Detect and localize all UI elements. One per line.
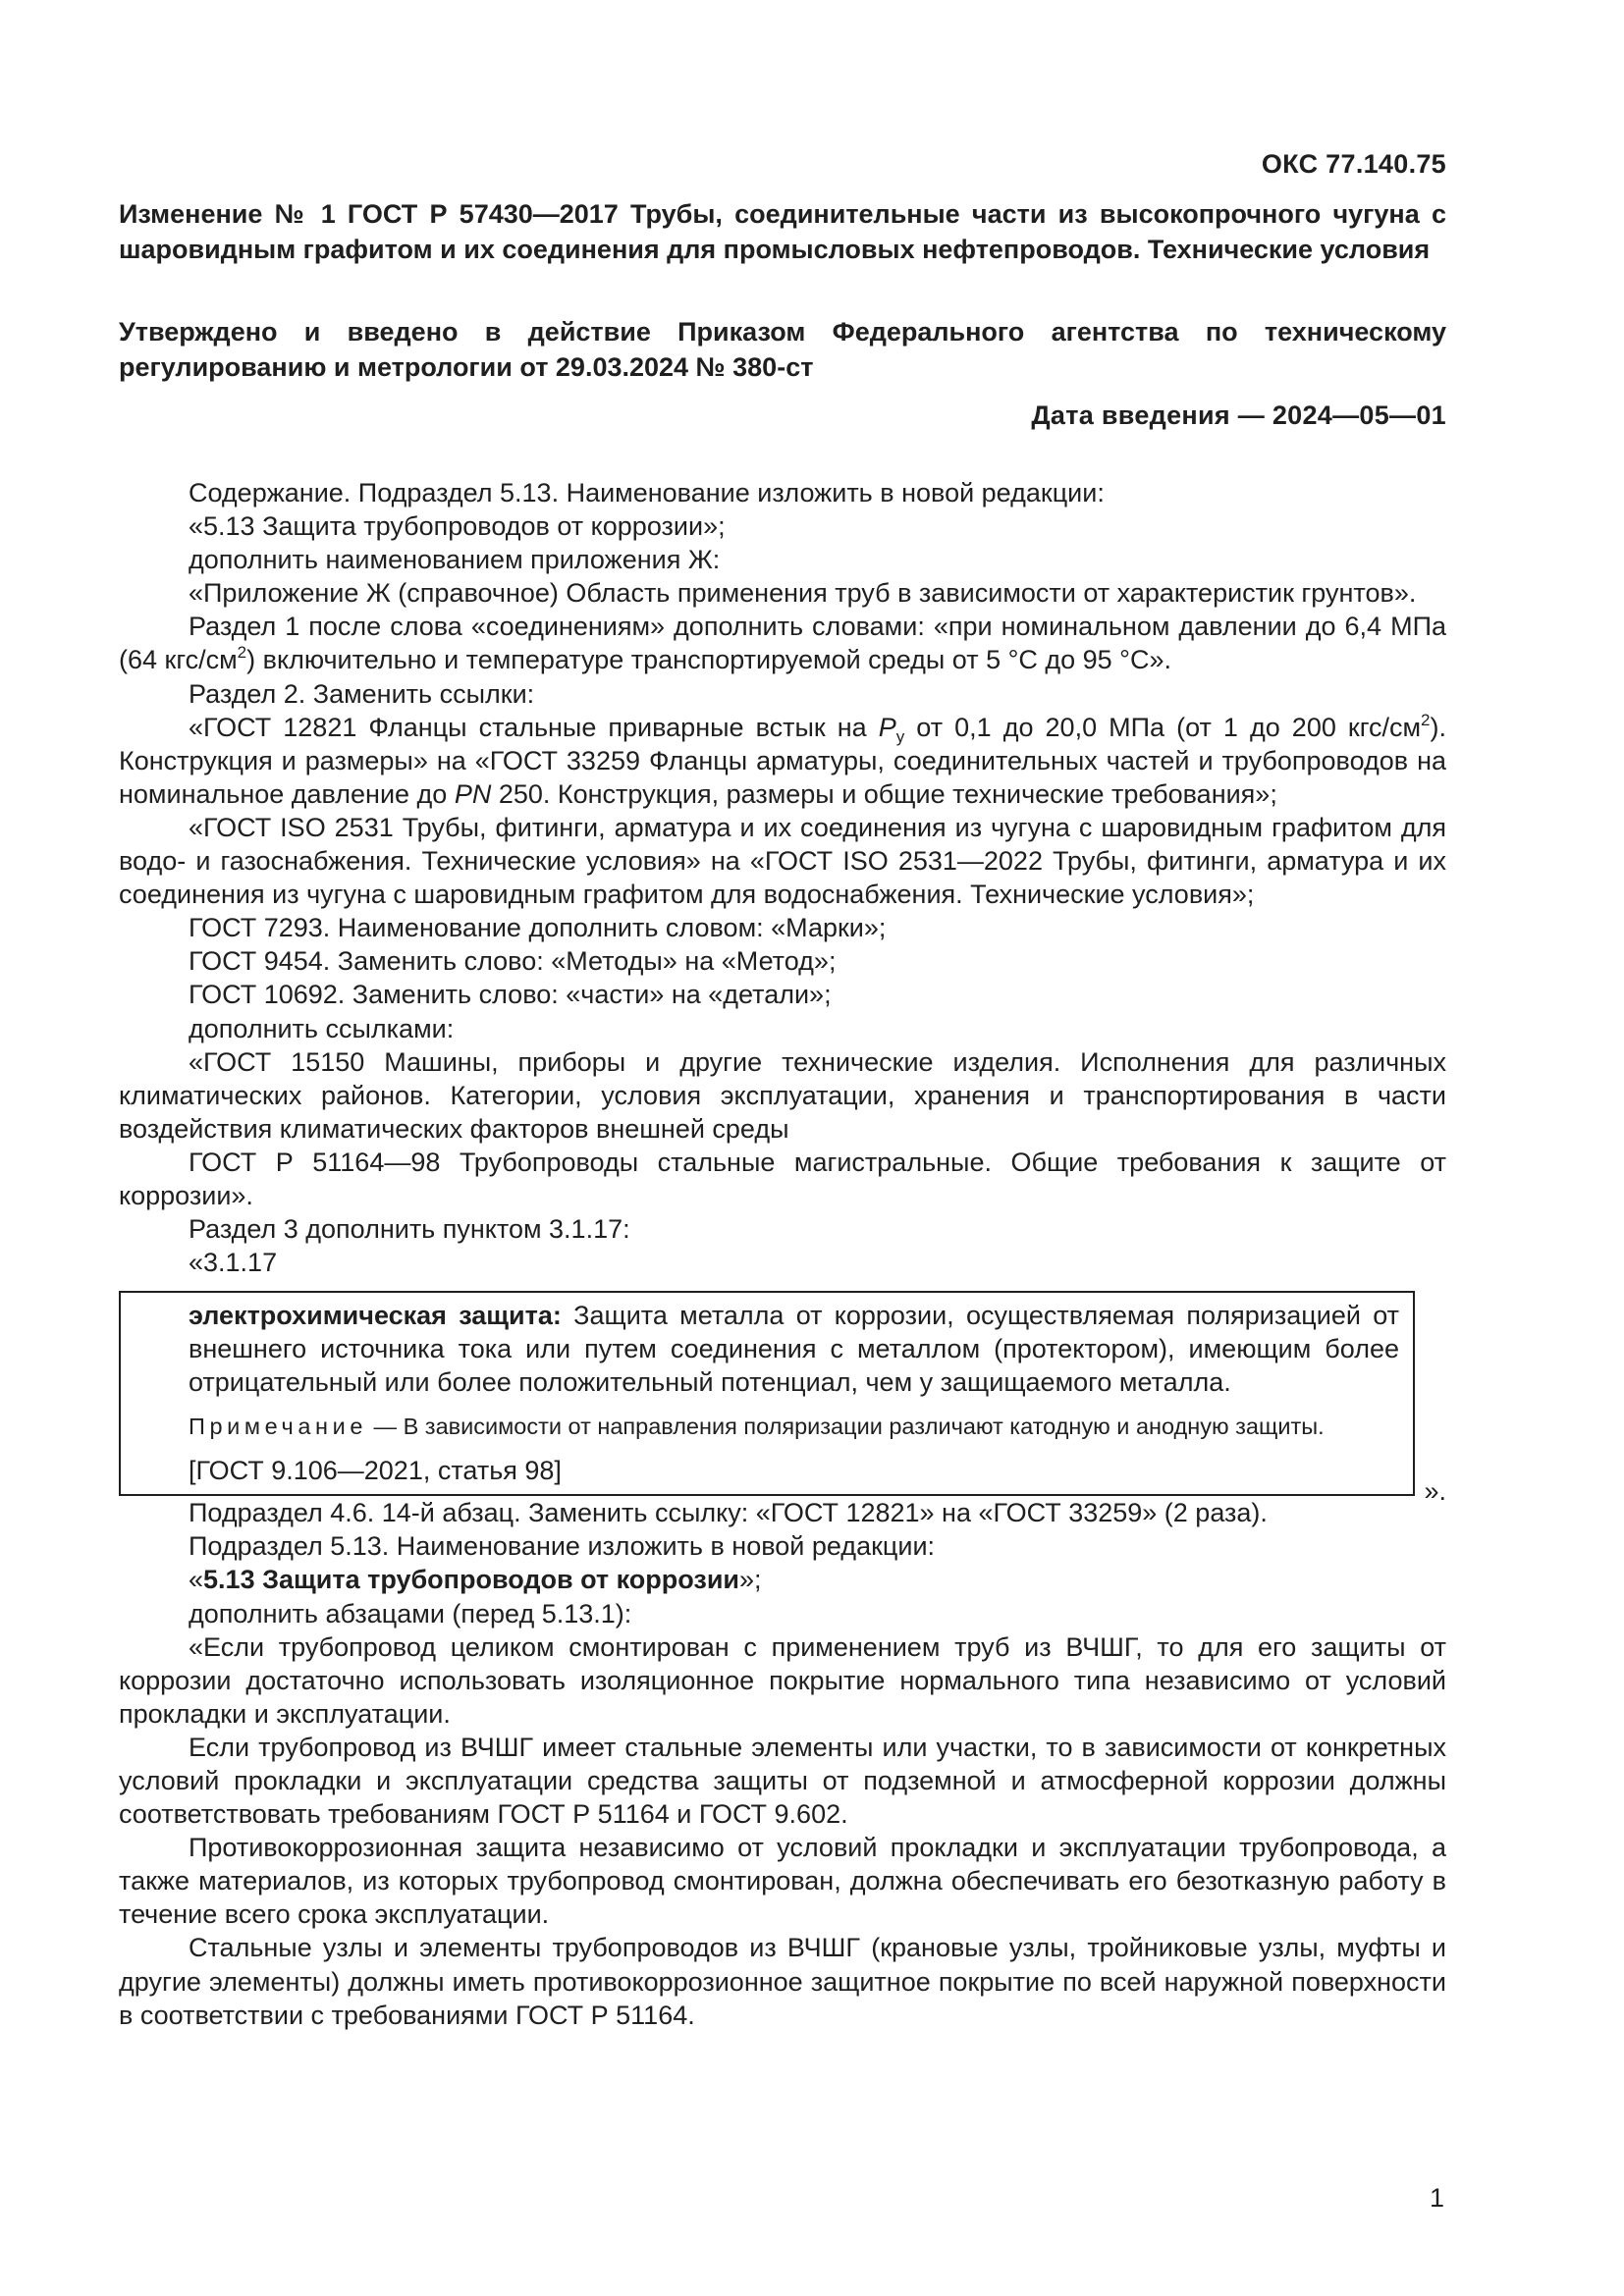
closing-quote: ». — [1424, 1476, 1446, 1507]
paragraph: ГОСТ 10692. Заменить слово: «части» на «детали»; — [189, 980, 832, 1010]
paragraph: дополнить наименованием приложения Ж: — [189, 545, 721, 575]
amendment-body — [119, 476, 1446, 2032]
paragraph: дополнить ссылками: — [189, 1013, 455, 1043]
paragraph: ГОСТ 9454. Заменить слово: «Методы» на «Метод»; — [189, 946, 837, 977]
definition-term: электрохимическая защита: — [189, 1301, 562, 1331]
amendment-title: Изменение № 1 ГОСТ Р 57430—2017 Трубы, соединительные части из высокопрочного чугуна с шаровидным графитом и их соединения для промысловых нефтепроводов. Технические условия — [119, 199, 1446, 264]
introduction-date: Дата введения — 2024—05—01 — [1031, 400, 1446, 430]
definition-reference: [ГОСТ 9.106—2021, статья 98] — [189, 1456, 562, 1486]
paragraph: Противокоррозионная защита независимо от условий прокладки и эксплуатации трубопровода, а также материалов, из которых трубопровод смонтирован, должна обеспечивать его безотказную работу в течение всего срока эксплуатации. — [119, 1833, 1446, 1930]
paragraph: «ГОСТ 12821 Фланцы стальные приварные встык на $P_y$ от 0,1 до 20,0 МПа (от 1 до 200 кгс/$см^2$). Конструкция и размеры» на «ГОСТ 33259 Фланцы арматуры, соединительных частей и трубопроводов на номинальное давление до PN 250. Конструкция, размеры и общие технические требования»; — [119, 710, 1446, 809]
paragraph: Содержание. Подраздел 5.13. Наименование изложить в новой редакции: — [189, 478, 1105, 507]
approval-statement: Утверждено и введено в действие Приказом Федерального агентства по техническому регулированию и метрологии от 29.03.2024 № 380-ст — [119, 317, 1446, 382]
okc-code: ОКС 77.140.75 — [1261, 149, 1446, 179]
paragraph: «Приложение Ж (справочное) Область применения труб в зависимости от характеристик грунтов». — [189, 578, 1417, 609]
paragraph: Подраздел 4.6. 14-й абзац. Заменить ссылку: «ГОСТ 12821» на «ГОСТ 33259» (2 раза). — [189, 1498, 1268, 1528]
definition-note: Примечание — В зависимости от направления поляризации различают катодную и анодную защиты. — [189, 1414, 1325, 1440]
paragraph: Раздел 3 дополнить пунктом 3.1.17: — [189, 1214, 630, 1245]
paragraph: «ГОСТ 15150 Машины, приборы и другие технические изделия. Исполнения для различных климатических районов. Категории, условия эксплуатации, хранения и транспортирования в части воздействия климатических факторов внешней среды — [119, 1046, 1446, 1144]
paragraph: Если трубопровод из ВЧШГ имеет стальные элементы или участки, то в зависимости от конкретных условий прокладки и эксплуатации средства защиты от подземной и атмосферной коррозии должны соответствовать требованиям ГОСТ Р 51164 и ГОСТ 9.602. — [119, 1732, 1446, 1830]
paragraph: ГОСТ Р 51164—98 Трубопроводы стальные магистральные. Общие требования к защите от коррозии». — [119, 1147, 1446, 1210]
paragraph: ГОСТ 7293. Наименование дополнить словом: «Марки»; — [189, 913, 887, 943]
paragraph: «5.13 Защита трубопроводов от коррозии»; — [189, 1565, 762, 1595]
paragraph: «5.13 Защита трубопроводов от коррозии»; — [189, 511, 726, 542]
paragraph: «ГОСТ ISO 2531 Трубы, фитинги, арматура и их соединения из чугуна с шаровидным графитом для водо- и газоснабжения. Технические условия» на «ГОСТ ISO 2531—2022 Трубы, фитинги, арматура и их соединения из чугуна с шаровидным графитом для водоснабжения. Технические условия»; — [119, 812, 1446, 910]
paragraph: Раздел 2. Заменить ссылки: — [189, 678, 535, 709]
paragraph: «3.1.17 — [189, 1248, 278, 1278]
paragraph: Раздел 1 после слова «соединениям» дополнить словами: «при номинальном давлении до 6,4 МПа (64 кгс/$см^2$) включительно и температуре транспортируемой среды от 5 °С до 95 °С». — [119, 612, 1446, 675]
page-number: 1 — [1429, 2183, 1444, 2213]
definition-text: электрохимическая защита: Защита металла от коррозии, осуществляемая поляризацией от внешнего источника тока или путем соединения с металлом (протектором), имеющим более отрицательный или более положительный потенциал, чем у защищаемого металла. — [189, 1301, 1399, 1398]
paragraph: Подраздел 5.13. Наименование изложить в новой редакции: — [189, 1531, 936, 1562]
paragraph: дополнить абзацами (перед 5.13.1): — [189, 1598, 632, 1629]
paragraph: «Если трубопровод целиком смонтирован с применением труб из ВЧШГ, то для его защиты от коррозии достаточно использовать изоляционное покрытие нормального типа независимо от условий прокладки и эксплуатации. — [119, 1631, 1446, 1729]
paragraph: Стальные узлы и элементы трубопроводов из ВЧШГ (крановые узлы, тройниковые узлы, муфты и другие элементы) должны иметь противокоррозионное защитное покрытие по всей наружной поверхности в соответствии с требованиями ГОСТ Р 51164. — [119, 1933, 1446, 2030]
definition-box — [119, 1291, 1446, 1507]
